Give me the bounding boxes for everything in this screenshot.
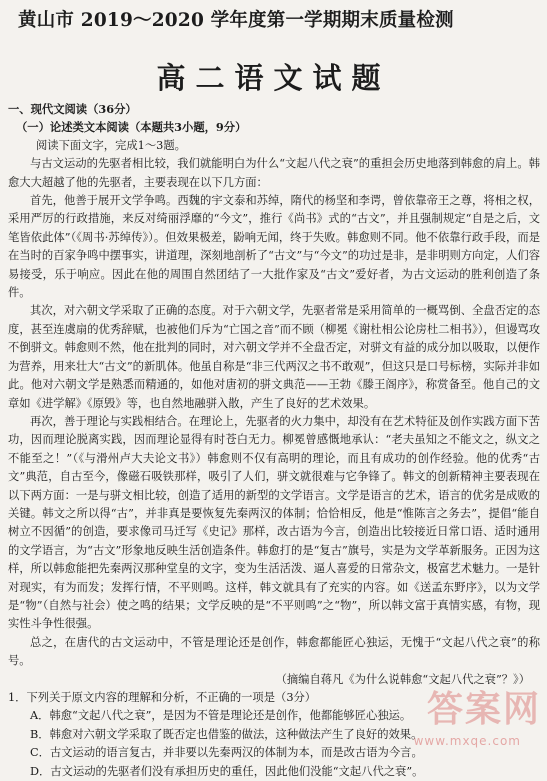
paragraph: 总之，在唐代的古文运动中，不管是理论还是创作，韩愈都能匠心独运，无愧于“文起八代之衰”的称号。 — [8, 635, 540, 668]
instruction: 阅读下面文字，完成1～3题。 — [36, 138, 186, 152]
subject-title: 高二语文试题 — [156, 61, 391, 95]
paragraph: 首先，他善于展开文学争鸣。西魏的宇文泰和苏绰，隋代的杨坚和李谔，曾依靠帝王之尊，将相之权，采用严厉的行政措施，来反对绮丽浮靡的“今文”，推行《尚书》式的“古文”，并且强制规定“自是之后，文笔皆依此体”（《周书·苏绰传》）。但效果极差，鼢响无闻，终于失败。韩愈则不同。他不依靠行政手段，而是在当时的百家争鸣中摆事实，讲道理，深刻地剖析了“古文”与“今文”的功过是非，是非明则方向定，人们容易接受，乐于响应。因此在他的周围自然团结了一大批作家及“古文”爱好者，为古文运动的胜利创造了条件。 — [8, 194, 540, 300]
option-d: D．古文运动的先驱者们没有承担历史的重任，因此他们没能“文起八代之衰”。 — [30, 764, 424, 778]
option-b: B．韩愈对六朝文学采取了既否定也借鉴的做法，这种做法产生了良好的效果。 — [30, 727, 423, 741]
paragraph: 与古文运动的先驱者相比较，我们就能明白为什么“文起八代之衰”的重担会历史地落到韩愈的肩上。韩愈大大超越了他的先驱者，主要表现在以下几方面： — [8, 157, 540, 189]
question-stem: 1．下列关于原文内容的理解和分析，不正确的一项是（3分） — [8, 691, 317, 704]
part-heading: （一）论述类文本阅读（本题共3小题，9分） — [16, 120, 247, 135]
exam-body — [8, 100, 540, 781]
option-c: C．古文运动的语言复古，并非要以先秦两汉的体制为本，而是改古语为今言。 — [30, 746, 423, 760]
watermark-logo: 答案网 — [426, 689, 541, 730]
watermark-site: www.mxqe.com — [413, 734, 521, 748]
paragraph: 其次，对六朝文学采取了正确的态度。对于六朝文学，先驱者常是采用简单的一概骂倒、全盘否定的态度，甚至连虞扇的优秀辞赋，也被他们斥为“亡国之音”而不顾（柳冕《谢杜相公论房杜二相书》），但谩骂攻不倒骈文。韩愈则不然，他在批判的同时，对六朝文学并不全盘否定，对骈文有益的成分加以吸取，以便作为营养，用来壮大“古文”的新肌体。他虽自称是“非三代两汉之书不敢观”，但这只是口号标榜，实际并非如此。他对六朝文学是熟悉而精通的，如他对唐初的骈文典范——王勃《滕王阁序》，称赏备至。他自己的文章如《进学解》《原毁》等，也自然地融骈入散，产生了良好的艺术效果。 — [8, 304, 540, 410]
section-heading: 一、现代文阅读（36分） — [8, 102, 137, 116]
paragraph: 再次，善于理论与实践相结合。在理论上，先驱者的火力集中，却没有在艺术特征及创作实践方面下苦功，因而理论脱离实践，因而理论显得有时苍白无力。柳冕曾感慨地承认：“老夫虽知之不能文之，纵文之不能至之！”（《与滑州卢大夫论文书》）韩愈则不仅有高明的理论，而且有成功的创作经验。他的优秀“古文”典范，自古至今，像磁石吸铁那样，吸引了人们，骈文就很难与它争锋了。韩文的创新精神主要表现在以下两方面：一是与骈文相比较，创造了适用的新型的文学语言。文学是语言的艺术，语言的优劣是成败的关键。韩文之所以得“古”，并非真是要恢复先秦两汉的体制；恰恰相反，他是“惟陈言之务去”，提倡“能自树立不因循”的创造，要求像司马迁写《史记》那样，改古语为今言，创造出比较接近日常口语、适时通用的文学语言，为“古文”形象地反映生活创造条件。韩愈打的是“复古”旗号，实是为文学革新服务。正因为这样，所以韩愈能把先秦两汉那种堂皇的文字，变为生活活泼、逼人喜爱的日常杂文，极富艺术魅力。一是针对现实，有为而发；发挥行情，不平则鸣。这样，韩文就具有了充实的内容。如《送孟东野序》，以为文学是“物”（自然与社会）使之鸣的结果；文学反映的是“不平则鸣”之“物”，所以韩文富于真情实感，有物，现实性斗争性很强。 — [8, 414, 540, 631]
source-citation: （摘编自蒋凡《为什么说韩愈“文起八代之衰”？》） — [275, 672, 530, 686]
option-a: A．韩愈“文起八代之衰”，是因为不管是理论还是创作，他都能够匠心独运。 — [30, 709, 412, 723]
exam-title: 黄山市 2019～2020 学年度第一学期期末质量检测 — [18, 10, 454, 31]
